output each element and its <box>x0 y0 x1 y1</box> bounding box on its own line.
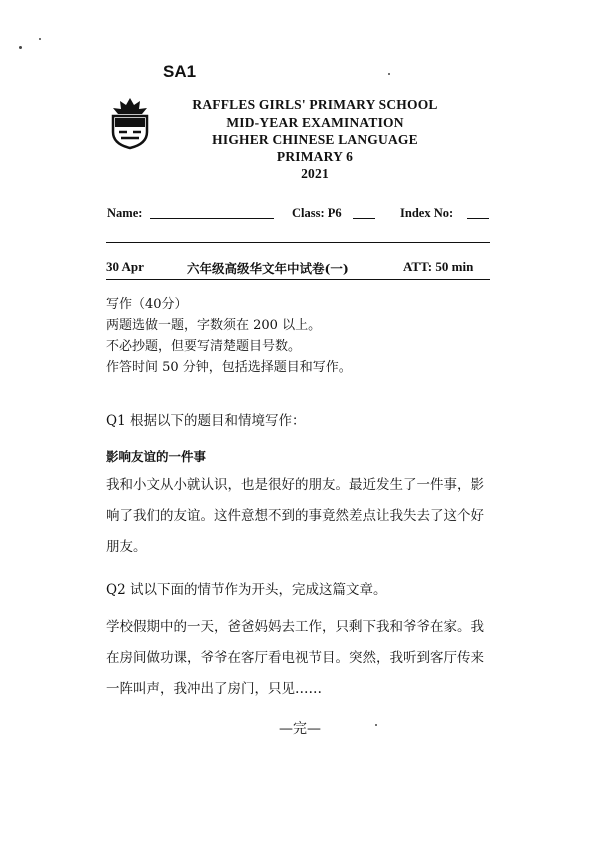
end-mark: —完— <box>279 721 321 737</box>
question-2-text: 学校假期中的一天，爸爸妈妈去工作，只剩下我和爷爷在家。我在房间做功课，爷爷在客厅看电视节目。突然，我听到客厅传来一阵叫声，我冲出了房门，只见…… <box>106 619 484 697</box>
name-label: Name: <box>107 206 143 220</box>
scan-speck <box>375 724 377 726</box>
question-1-prompt: Q1 根据以下的题目和情境写作： <box>106 413 306 429</box>
name-field[interactable] <box>150 218 274 219</box>
time-allowed: ATT: 50 min <box>403 259 474 274</box>
question-1-title: 影响友谊的一件事 <box>106 449 207 464</box>
instruction-line: 作答时间 50 分钟，包括选择题目和写作。 <box>106 360 352 375</box>
index-label: Index No: <box>400 206 454 220</box>
class-label: Class: P6 <box>292 206 342 220</box>
question-1-text: 我和小文从小就认识，也是很好的朋友。最近发生了一件事，影响了我们的友谊。这件意想不到的事竟然差点让我失去了这个好朋友。 <box>106 477 484 555</box>
exam-date: 30 Apr <box>106 259 144 274</box>
class-field[interactable] <box>353 218 375 219</box>
paper-code: SA1 <box>163 62 197 81</box>
scan-speck <box>39 38 41 40</box>
exam-name: MID-YEAR EXAMINATION <box>226 115 404 130</box>
scan-speck <box>388 73 390 75</box>
divider-top <box>106 242 490 243</box>
index-field[interactable] <box>467 218 489 219</box>
subject-name: HIGHER CHINESE LANGUAGE <box>212 132 418 147</box>
instruction-line: 不必抄题，但要写清楚题目号数。 <box>106 339 302 354</box>
instruction-line: 两题选做一题，字数须在 200 以上。 <box>106 318 322 333</box>
school-crest-icon <box>107 96 153 150</box>
question-2-prompt: Q2 试以下面的情节作为开头，完成这篇文章。 <box>106 582 387 598</box>
scan-speck <box>19 46 22 49</box>
divider-bottom <box>106 279 490 280</box>
paper-title: 六年级高级华文年中试卷(一) <box>187 261 349 276</box>
level: PRIMARY 6 <box>276 149 354 164</box>
school-name: RAFFLES GIRLS' PRIMARY SCHOOL <box>192 97 438 112</box>
year: 2021 <box>301 166 329 181</box>
instruction-line: 写作（40分） <box>106 297 188 312</box>
